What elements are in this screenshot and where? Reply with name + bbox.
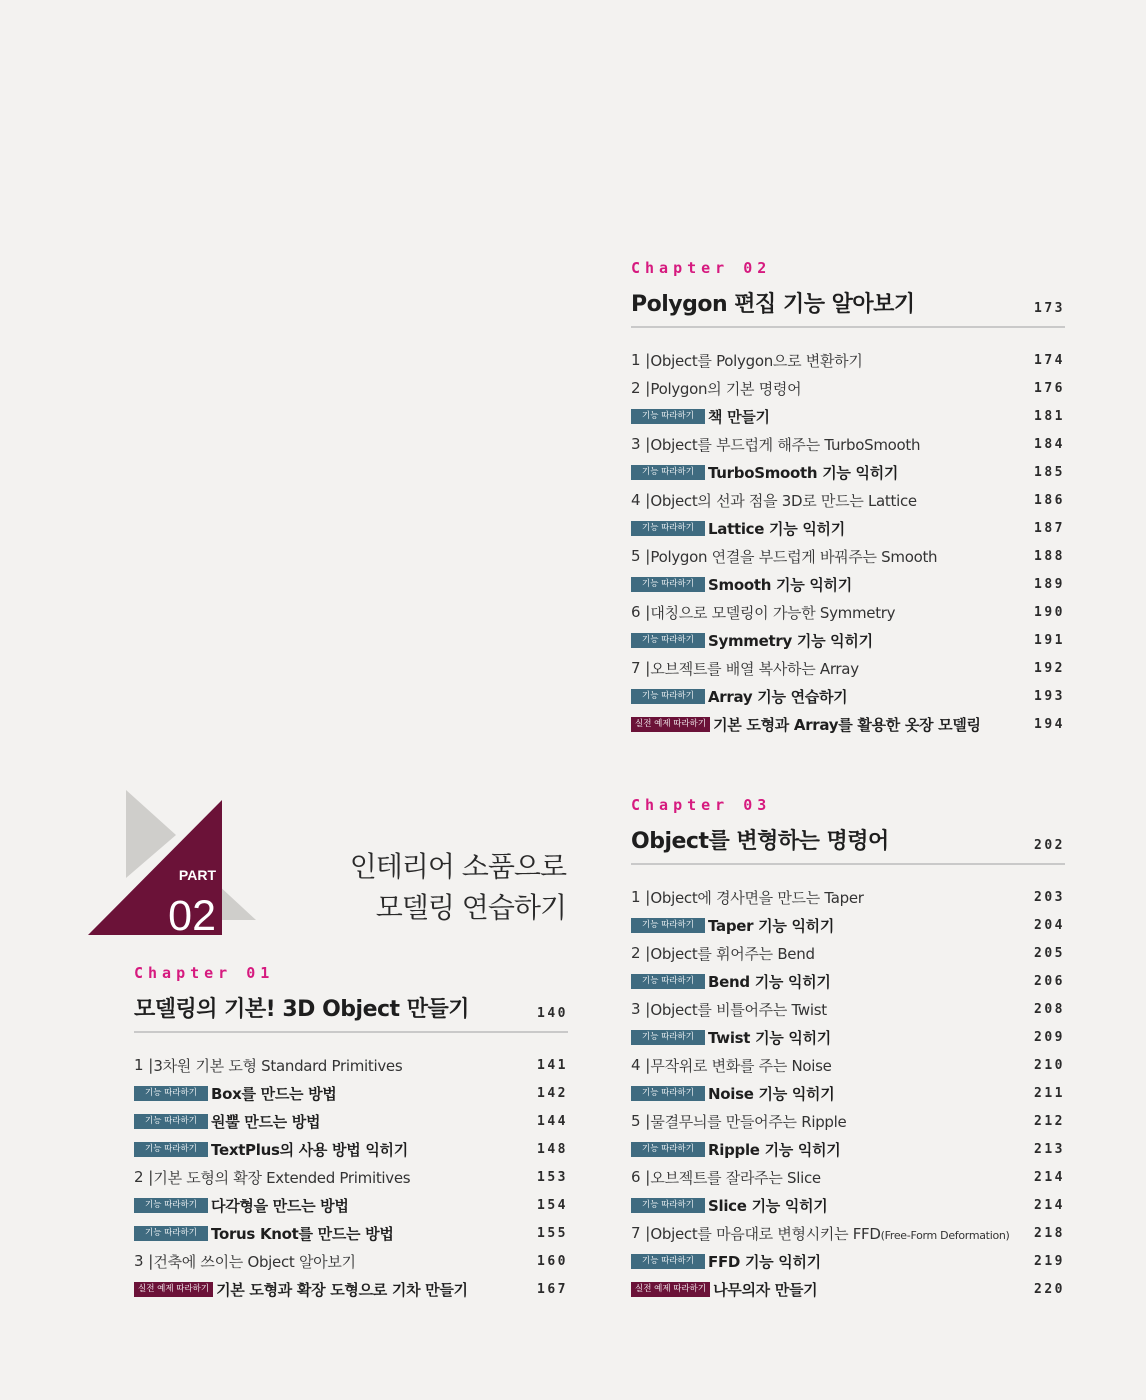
feature-practice-badge: 기능 따라하기 [134,1226,208,1241]
toc-item-main [631,406,770,427]
chapter-page-number: 140 [537,1006,568,1021]
toc-item-title-text: Polygon 연결을 부드럽게 바꿔주는 Smooth [650,547,938,566]
toc-item-title-text: 원뿔 만드는 방법 [211,1112,321,1131]
toc-item-page: 184 [1034,436,1065,452]
toc-item-main [134,1055,402,1076]
toc-item-page: 205 [1034,945,1065,961]
toc-item-main [631,1223,1010,1244]
toc-item-number: 1 | [134,1056,154,1074]
feature-practice-badge: 기능 따라하기 [134,1086,208,1101]
toc-item[interactable] [631,939,1065,967]
chapter-title-row[interactable] [631,279,1065,328]
toc-item[interactable] [134,1191,568,1219]
toc-item[interactable] [631,430,1065,458]
toc-item-page: 191 [1034,632,1065,648]
toc-item-title [650,658,858,679]
feature-practice-badge: 기능 따라하기 [631,1198,705,1213]
toc-item-title-text: 책 만들기 [708,407,770,426]
toc-item-title [708,915,834,936]
toc-item-page: 219 [1034,1253,1065,1269]
toc-item-title-text: Taper 기능 익히기 [708,916,835,935]
toc-item-title [650,434,920,455]
part-heading [350,846,566,928]
toc-item-page: 160 [537,1253,568,1269]
feature-practice-badge: 기능 따라하기 [631,521,705,536]
part-number: 02 [168,892,216,940]
toc-item-main [134,1139,408,1160]
toc-item-title [650,350,862,371]
toc-item-title-text: Object를 Polygon으로 변환하기 [650,351,863,370]
toc-item[interactable] [631,542,1065,570]
toc-item[interactable] [631,1051,1065,1079]
toc-item-title-text: 기본 도형의 확장 Extended Primitives [153,1168,411,1187]
chapter-title: Object를 변형하는 명령어 [631,829,889,854]
toc-item-main [631,602,895,623]
toc-item-title [708,1027,831,1048]
toc-item[interactable] [631,570,1065,598]
chapter-title-row[interactable] [631,816,1065,865]
toc-item-page: 194 [1034,716,1065,732]
toc-item-page: 212 [1034,1113,1065,1129]
toc-item-main [631,574,852,595]
toc-item-page: 218 [1034,1225,1065,1241]
toc-item-title [650,602,895,623]
toc-item-title-text: FFD 기능 익히기 [708,1252,821,1271]
toc-item-title [650,1167,820,1188]
toc-item-main [631,1027,831,1048]
toc-item-title [708,630,873,651]
toc-item-page: 204 [1034,917,1065,933]
toc-item-title [211,1139,408,1160]
feature-practice-badge: 기능 따라하기 [631,974,705,989]
toc-item-list [631,346,1065,738]
toc-item-title-text: 나무의자 만들기 [713,1280,818,1299]
toc-item-title-text: Object를 비틀어주는 Twist [650,1000,827,1019]
toc-item-page: 209 [1034,1029,1065,1045]
toc-item-title-text: Box를 만드는 방법 [211,1084,337,1103]
toc-item[interactable] [134,1163,568,1191]
toc-item-title-text: 오브젝트를 잘라주는 Slice [650,1168,821,1187]
toc-item-page: 174 [1034,352,1065,368]
toc-item-number: 5 | [631,547,651,565]
toc-item-title [153,1167,410,1188]
toc-item-title [650,490,916,511]
toc-item-page: 192 [1034,660,1065,676]
toc-item-title [708,1139,840,1160]
toc-item-list [631,883,1065,1303]
toc-item[interactable] [134,1275,568,1303]
toc-item[interactable] [631,486,1065,514]
feature-practice-badge: 기능 따라하기 [631,689,705,704]
toc-item-title-text: 기본 도형과 Array를 활용한 옷장 모델링 [713,715,981,734]
toc-item-main [631,434,920,455]
toc-item-number: 2 | [134,1168,154,1186]
toc-item-title-text: Ripple 기능 익히기 [708,1140,841,1159]
toc-item-main [631,658,859,679]
toc-item[interactable] [631,626,1065,654]
toc-item-title-text: Slice 기능 익히기 [708,1196,828,1215]
feature-practice-badge: 기능 따라하기 [134,1198,208,1213]
toc-item-page: 208 [1034,1001,1065,1017]
toc-item-title [650,943,814,964]
toc-item-main [631,378,801,399]
toc-item-title-text: 건축에 쓰이는 Object 알아보기 [153,1252,356,1271]
toc-item[interactable] [631,374,1065,402]
feature-practice-badge: 기능 따라하기 [631,409,705,424]
toc-item[interactable] [631,598,1065,626]
toc-item-page: 214 [1034,1169,1065,1185]
chapter-title: Polygon 편집 기능 알아보기 [631,292,915,317]
toc-item-title [708,971,831,992]
real-example-badge: 실전 예제 따라하기 [134,1282,213,1297]
toc-item-title [708,518,845,539]
toc-item-title-text: Polygon의 기본 명령어 [650,379,802,398]
toc-item[interactable] [134,1135,568,1163]
toc-item-main [134,1251,356,1272]
chapter-label: Chapter 03 [631,796,772,814]
toc-item-title-text: Smooth 기능 익히기 [708,575,852,594]
toc-item-title-text: Object를 부드럽게 해주는 TurboSmooth [650,435,921,454]
toc-item-page: 187 [1034,520,1065,536]
toc-item[interactable] [631,1107,1065,1135]
toc-item-list [134,1051,568,1303]
toc-item-title [708,1083,834,1104]
toc-item-page: 148 [537,1141,568,1157]
toc-item[interactable] [631,402,1065,430]
feature-practice-badge: 기능 따라하기 [631,918,705,933]
toc-item-page: 206 [1034,973,1065,989]
toc-item[interactable] [134,1107,568,1135]
chapter-page-number: 202 [1034,838,1065,853]
toc-item-main [631,999,827,1020]
toc-item-main [631,1251,821,1272]
toc-item-main [631,686,847,707]
toc-item-title-text: TurboSmooth 기능 익히기 [708,463,899,482]
toc-item-title [211,1083,337,1104]
real-example-badge: 실전 예제 따라하기 [631,717,710,732]
toc-item-title-text: 대칭으로 모델링이 가능한 Symmetry [650,603,896,622]
toc-item-title-text: 3차원 기본 도형 Standard Primitives [153,1056,403,1075]
toc-item-title [650,999,826,1020]
toc-item-main [631,1167,821,1188]
toc-item-title [708,462,898,483]
chapter-03-section [631,794,1065,1303]
toc-item-title [650,1111,846,1132]
feature-practice-badge: 기능 따라하기 [631,633,705,648]
feature-practice-badge: 기능 따라하기 [631,1254,705,1269]
toc-item-main [631,887,864,908]
toc-item-number: 2 | [631,944,651,962]
feature-practice-badge: 기능 따라하기 [134,1114,208,1129]
chapter-title-row[interactable] [134,984,568,1033]
toc-item-title [650,1055,831,1076]
toc-item-number: 6 | [631,603,651,621]
chapter-label: Chapter 02 [631,259,772,277]
toc-item-title-text: Object를 마음대로 변형시키는 FFD [650,1224,881,1243]
toc-item-main [631,915,834,936]
toc-item-title [650,546,937,567]
toc-item-title [708,406,770,427]
toc-item-page: 144 [537,1113,568,1129]
real-example-badge: 실전 예제 따라하기 [631,1282,710,1297]
toc-item-title-text: Lattice 기능 익히기 [708,519,845,538]
toc-item-number: 6 | [631,1168,651,1186]
toc-item-main [631,1279,817,1300]
toc-item-title [216,1279,468,1300]
toc-item-title-text: 물결무늬를 만들어주는 Ripple [650,1112,847,1131]
toc-item-title [708,1195,827,1216]
toc-item[interactable] [631,654,1065,682]
toc-item[interactable] [631,710,1065,738]
toc-item-main [631,971,831,992]
toc-item-main [631,1083,834,1104]
toc-item[interactable] [631,1247,1065,1275]
toc-item-page: 154 [537,1197,568,1213]
toc-item-page: 188 [1034,548,1065,564]
toc-item-main [631,1111,846,1132]
toc-item-title [713,714,981,735]
toc-item-title-text: 다각형을 만드는 방법 [211,1196,349,1215]
toc-item[interactable] [134,1247,568,1275]
toc-item-page: 203 [1034,889,1065,905]
toc-item[interactable] [631,458,1065,486]
toc-item-page: 181 [1034,408,1065,424]
toc-item-main [134,1167,410,1188]
toc-item-main [631,1055,832,1076]
feature-practice-badge: 기능 따라하기 [631,1086,705,1101]
toc-item-title-note: (Free-Form Deformation) [880,1228,1010,1242]
toc-item-title-text: Bend 기능 익히기 [708,972,831,991]
toc-item-main [134,1083,337,1104]
toc-item-title-text: 기본 도형과 확장 도형으로 기차 만들기 [216,1280,468,1299]
toc-item-main [631,630,873,651]
feature-practice-badge: 기능 따라하기 [631,1142,705,1157]
chapter-page-number: 173 [1034,301,1065,316]
toc-item-page: 214 [1034,1197,1065,1213]
toc-item-title [650,1223,1009,1244]
toc-item-title-text: Twist 기능 익히기 [708,1028,831,1047]
toc-item-title-text: 무작위로 변화를 주는 Noise [650,1056,832,1075]
toc-item-number: 3 | [134,1252,154,1270]
toc-item-number: 4 | [631,491,651,509]
toc-item[interactable] [631,1135,1065,1163]
toc-item-number: 3 | [631,1000,651,1018]
toc-item-page: 190 [1034,604,1065,620]
toc-item-main [631,943,815,964]
toc-item[interactable] [134,1079,568,1107]
toc-item-title [153,1055,402,1076]
toc-item[interactable] [631,514,1065,542]
toc-item-main [134,1223,394,1244]
toc-item-title-text: Noise 기능 익히기 [708,1084,835,1103]
toc-item-page: 142 [537,1085,568,1101]
toc-item-main [631,462,898,483]
toc-item[interactable] [631,1079,1065,1107]
toc-item-title [708,686,847,707]
toc-item-title-text: TextPlus의 사용 방법 익히기 [211,1140,408,1159]
toc-item-main [631,1139,840,1160]
toc-item-title [650,378,801,399]
toc-item[interactable] [631,346,1065,374]
toc-item[interactable] [631,883,1065,911]
toc-item-main [631,546,937,567]
toc-item-main [631,350,863,371]
toc-item[interactable] [631,1219,1065,1247]
toc-item[interactable] [631,911,1065,939]
toc-item-main [134,1195,349,1216]
toc-item-number: 7 | [631,1224,651,1242]
toc-item-number: 1 | [631,351,651,369]
toc-item-page: 213 [1034,1141,1065,1157]
toc-item-title-text: Symmetry 기능 익히기 [708,631,873,650]
toc-item-title-text: Array 기능 연습하기 [708,687,848,706]
toc-item-number: 3 | [631,435,651,453]
part-heading-line2: 모델링 연습하기 [375,891,566,924]
toc-item-number: 2 | [631,379,651,397]
toc-item-page: 193 [1034,688,1065,704]
toc-item-main [631,1195,827,1216]
toc-item-title [708,574,852,595]
toc-item-page: 176 [1034,380,1065,396]
toc-item-page: 189 [1034,576,1065,592]
toc-item-title [211,1195,349,1216]
toc-item-page: 186 [1034,492,1065,508]
toc-item-title [211,1111,320,1132]
toc-item-number: 5 | [631,1112,651,1130]
toc-item[interactable] [631,995,1065,1023]
toc-item-page: 185 [1034,464,1065,480]
toc-item-main [631,714,981,735]
toc-item-title-text: 오브젝트를 배열 복사하는 Array [650,659,859,678]
toc-item[interactable] [631,1275,1065,1303]
toc-item-page: 153 [537,1169,568,1185]
toc-item-number: 4 | [631,1056,651,1074]
toc-item-main [134,1279,468,1300]
toc-item-page: 211 [1034,1085,1065,1101]
toc-item-main [134,1111,320,1132]
toc-item-page: 167 [537,1281,568,1297]
toc-item-page: 220 [1034,1281,1065,1297]
toc-item-title [713,1279,817,1300]
toc-item-title [650,887,863,908]
chapter-01-section [134,962,568,1303]
toc-item-title-text: Torus Knot를 만드는 방법 [211,1224,394,1243]
toc-item[interactable] [631,1023,1065,1051]
toc-item[interactable] [631,682,1065,710]
toc-item-title-text: Object를 휘어주는 Bend [650,944,815,963]
toc-item[interactable] [134,1051,568,1079]
toc-item-page: 141 [537,1057,568,1073]
feature-practice-badge: 기능 따라하기 [631,465,705,480]
toc-item-number: 1 | [631,888,651,906]
part-label: PART [178,867,216,883]
feature-practice-badge: 기능 따라하기 [631,1030,705,1045]
toc-item-title [708,1251,821,1272]
toc-item-title [211,1223,394,1244]
chapter-title: 모델링의 기본! 3D Object 만들기 [134,997,469,1022]
toc-item-number: 7 | [631,659,651,677]
toc-item-page: 210 [1034,1057,1065,1073]
toc-item-main [631,518,845,539]
toc-item-title-text: Object에 경사면을 만드는 Taper [650,888,864,907]
toc-item[interactable] [134,1219,568,1247]
feature-practice-badge: 기능 따라하기 [134,1142,208,1157]
toc-item-title-text: Object의 선과 점을 3D로 만드는 Lattice [650,491,917,510]
toc-item-title [153,1251,355,1272]
chapter-label: Chapter 01 [134,964,275,982]
toc-item-main [631,490,917,511]
toc-item[interactable] [631,1163,1065,1191]
feature-practice-badge: 기능 따라하기 [631,577,705,592]
part-heading-line1: 인테리어 소품으로 [349,850,566,883]
part-badge-graphic [88,790,263,940]
toc-item[interactable] [631,1191,1065,1219]
toc-item-page: 155 [537,1225,568,1241]
toc-item[interactable] [631,967,1065,995]
chapter-02-section [631,257,1065,738]
